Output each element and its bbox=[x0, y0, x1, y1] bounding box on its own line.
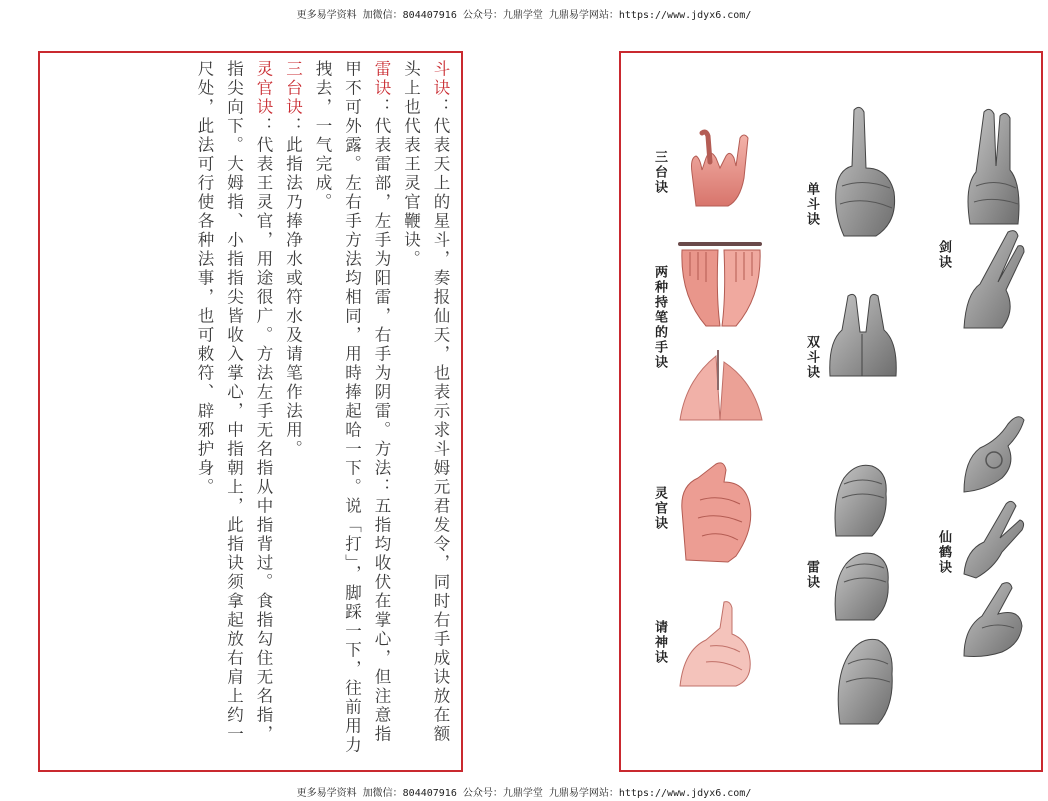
chibi-jue-hand-image-1 bbox=[676, 236, 766, 330]
label-dandou-jue: 单斗诀 bbox=[804, 182, 819, 227]
jian-jue-hand-image-2 bbox=[962, 226, 1026, 330]
label-xianhe-jue: 仙鹤诀 bbox=[936, 530, 951, 575]
lingguan-jue-hand-image bbox=[676, 460, 756, 564]
xianhe-jue-hand-image-3 bbox=[962, 578, 1026, 658]
shuangdou-jue-hand-image bbox=[826, 292, 900, 378]
santai-jue-hand-image bbox=[678, 128, 756, 208]
body-lei-jue: ：代表雷部，左手为阳雷，右手为阴雷。方法：五指均收伏在掌心，但注意指甲不可外露。左右手方法均相同，用時捧起哈一下。说「打」，脚踩一下，往前用力拽去，一气完成。 bbox=[313, 60, 391, 755]
label-lei-jue: 雷诀 bbox=[804, 560, 819, 590]
label-santai-jue: 三台诀 bbox=[652, 150, 667, 195]
vertical-text-column bbox=[50, 60, 455, 760]
title-santai-jue: 三台诀 bbox=[283, 60, 303, 117]
title-dou-jue: 斗诀 bbox=[431, 60, 450, 98]
footer-banner: 更多易学资料 加微信：804407916 公众号：九鼎学堂 九鼎易学网站：https://www.jdyx6.com/ bbox=[296, 788, 752, 799]
label-lingguan-jue: 灵官诀 bbox=[652, 486, 667, 531]
label-jian-jue: 剑诀 bbox=[936, 240, 951, 270]
header-banner: 更多易学资料 加微信：804407916 公众号：九鼎学堂 九鼎易学网站：https://www.jdyx6.com/ bbox=[296, 10, 752, 21]
title-lei-jue: 雷诀 bbox=[372, 60, 391, 98]
lei-jue-hand-image-2 bbox=[832, 546, 892, 622]
xianhe-jue-hand-image-2 bbox=[962, 494, 1026, 584]
jian-jue-hand-image-1 bbox=[962, 106, 1024, 226]
chibi-jue-hand-image-2 bbox=[676, 350, 766, 422]
body-dou-jue: ：代表天上的星斗，奏报仙天，也表示求斗姆元君发令，同时右手成诀放在额头上也代表王灵官鞭诀。 bbox=[401, 60, 450, 744]
label-liangzhong-chibi: 两种持笔的手诀 bbox=[652, 265, 667, 370]
paragraph-santai-jue bbox=[278, 60, 308, 760]
label-shuangdou-jue: 双斗诀 bbox=[804, 335, 819, 380]
paragraph-lei-jue bbox=[308, 60, 397, 760]
paragraph-dou-jue bbox=[396, 60, 455, 760]
xianhe-jue-hand-image-1 bbox=[962, 404, 1028, 494]
paragraph-lingguan-jue bbox=[190, 60, 279, 760]
dandou-jue-hand-image bbox=[830, 104, 900, 238]
label-qingshen-jue: 请神诀 bbox=[652, 620, 667, 665]
qingshen-jue-hand-image bbox=[676, 600, 754, 688]
body-santai-jue: ：此指法乃捧净水或符水及请笔作法用。 bbox=[283, 117, 303, 459]
lei-jue-hand-image-1 bbox=[832, 458, 890, 538]
lei-jue-hand-image-3 bbox=[834, 630, 896, 726]
body-lingguan-jue: ：代表王灵官，用途很广。方法左手无名指从中指背过。食指勾住无名指，指尖向下。大姆指、小指指尖皆收入掌心，中指朝上，此指诀须拿起放右肩上约一尺处，此法可行使各种法事，也可敕符、辟邪护身。 bbox=[195, 60, 273, 744]
title-lingguan-jue: 灵官诀 bbox=[254, 60, 273, 117]
